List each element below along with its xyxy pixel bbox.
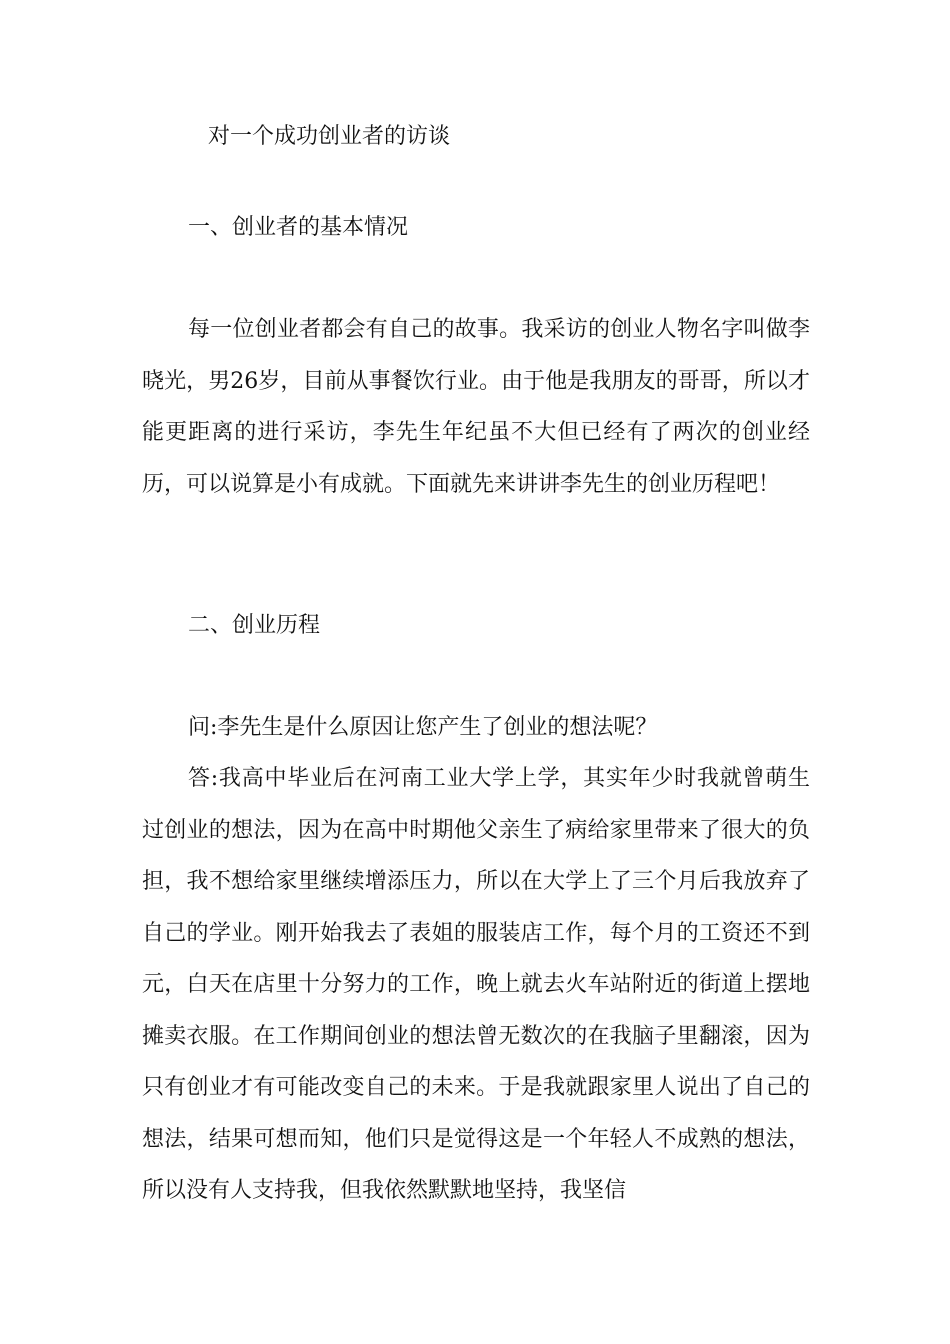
answer-paragraph: 答:我高中毕业后在河南工业大学上学，其实年少时我就曾萌生过创业的想法，因为在高中时期他父亲生了病给家里带来了很大的负担，我不想给家里继续增添压力，所以在大学上了三个月后我放弃了自己的学业。刚开始我去了表姐的服装店工作，每个月的工资还不到元，白天在店里十分努力的工作，晚上就去火车站附近的街道上摆地摊卖衣服。在工作期间创业的想法曾无数次的在我脑子里翻滚，因为只有创业才有可能改变自己的未来。于是我就跟家里人说出了自己的想法，结果可想而知，他们只是觉得这是一个年轻人不成熟的想法，所以没有人支持我，但我依然默默地坚持，我坚信 [142,766,810,1203]
document-title: 对一个成功创业者的访谈 [208,124,451,149]
question-paragraph: 问:李先生是什么原因让您产生了创业的想法呢？ [188,715,658,740]
section-heading-history: 二、创业历程 [188,613,321,638]
basic-info-paragraph: 每一位创业者都会有自己的故事。我采访的创业人物名字叫做李晓光，男26岁，目前从事餐饮行业。由于他是我朋友的哥哥，所以才能更距离的进行采访，李先生年纪虽不大但已经有了两次的创业经历，可以说算是小有成就。下面就先来讲讲李先生的创业历程吧！ [142,317,810,497]
section-heading-basic-info: 一、创业者的基本情况 [188,215,409,240]
